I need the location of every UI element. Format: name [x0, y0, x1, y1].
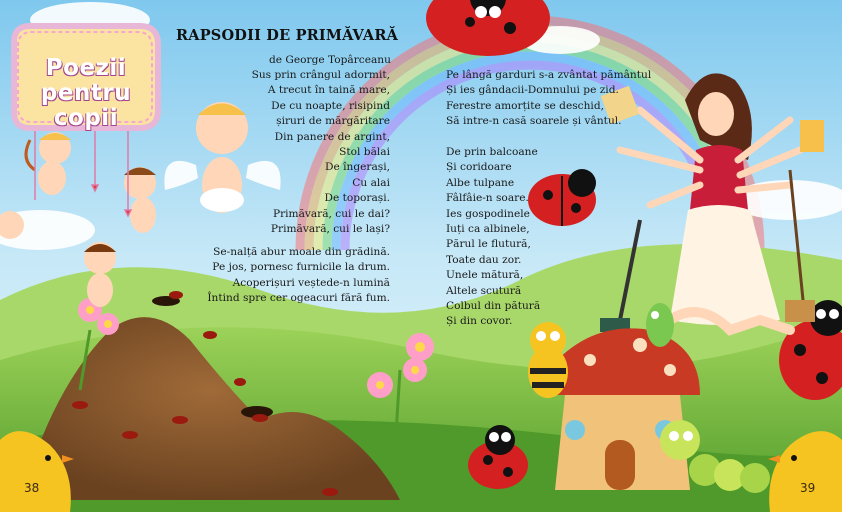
- stanza-1: [210, 68, 390, 237]
- poem-line: Și coridoare: [446, 161, 512, 174]
- poem-line: Stol bălai: [339, 145, 390, 158]
- poem-line: Pe jos, pornesc furnicile la drum.: [212, 261, 390, 274]
- stanza-4: [446, 145, 540, 330]
- poem-line: De îngerași,: [325, 161, 390, 174]
- poem-line: Fâlfâie-n soare.: [446, 192, 529, 205]
- poem-line: Cu alai: [352, 176, 390, 189]
- badge-line-1: Poezii: [45, 55, 127, 81]
- poem-line: De toporași.: [324, 192, 390, 205]
- poem-line: Albe tulpane: [446, 176, 515, 189]
- poem-line: Iuți ca albinele,: [446, 222, 530, 235]
- poem-line: Și din covor.: [446, 315, 513, 328]
- mushroom-house-illustration: [548, 328, 700, 490]
- poem-line: Altele scutură: [446, 284, 522, 297]
- poem-line: Primăvară, cui le lași?: [270, 222, 390, 235]
- poem-line: Pe lângă garduri s-a zvântat pământul: [446, 69, 652, 81]
- poem-line: Și ies gândacii-Domnului pe zid.: [446, 84, 619, 97]
- poem-line: Unele mătură,: [446, 269, 524, 282]
- poem-line: Ies gospodinele: [446, 207, 530, 220]
- poem-line: Se-nalță abur moale din grădină.: [213, 246, 390, 258]
- poem-line: Să intre-n casă soarele și vântul.: [446, 115, 622, 128]
- stanza-2: [200, 245, 390, 307]
- poem-line: Acoperișuri veștede-n lumină: [232, 276, 390, 289]
- poem-author: de George Topârceanu: [269, 54, 391, 66]
- poem-line: Din panere de argint,: [274, 130, 390, 143]
- page-number-left: 38: [24, 481, 40, 495]
- bee-illustration: [528, 322, 568, 398]
- badge-line-2: pentru copii: [40, 80, 132, 131]
- grasshopper-illustration: [646, 303, 674, 347]
- poem-line: Colbul din pătură: [446, 299, 541, 312]
- poem-title: RAPSODII DE PRIMĂVARĂ: [176, 27, 399, 44]
- poem-line: A trecut în taină mare,: [267, 84, 390, 97]
- poem-line: Sus prin crângul adormit,: [251, 69, 390, 81]
- poem-line: șiruri de mărgăritare: [276, 115, 390, 128]
- poem-line: Ferestre amorțite se deschid,: [446, 99, 604, 112]
- poem-line: Toate dau zor.: [446, 253, 522, 266]
- poetry-badge: [14, 56, 158, 131]
- poem-line: Primăvară, cui le dai?: [272, 207, 390, 220]
- stanza-3: [446, 68, 651, 130]
- poem-line: De cu noapte, risipind: [271, 99, 390, 112]
- page-number-right: 39: [800, 481, 816, 495]
- poem-line: Părul le flutură,: [446, 238, 531, 251]
- poem-line: Întind spre cer ogeacuri fără fum.: [207, 292, 390, 305]
- poem-line: De prin balcoane: [446, 146, 538, 158]
